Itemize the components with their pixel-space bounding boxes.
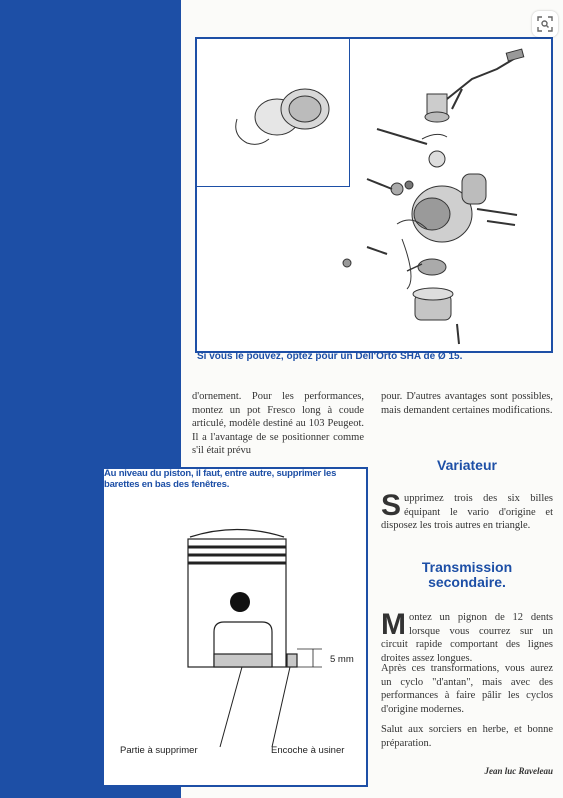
scan-glyph (537, 16, 553, 32)
dimension-label: 5 mm (330, 654, 354, 665)
article-text-col1: d'ornement. Pour les performances, montez un pot Fresco long à coude articulé, modèle destiné au 103 Peugeot. Il a l'avantage de se positionner comme s'il était prévu (192, 391, 364, 456)
author-signature: Jean luc Raveleau (484, 766, 553, 776)
dropcap: S (381, 489, 402, 522)
variateur-text: upprimez trois des six billes équipant le vario d'origine et disposez les trois autres en triangle. (381, 493, 553, 531)
transmission-heading (381, 560, 553, 590)
carburetor-drawing (197, 39, 553, 353)
zoom-scan-icon[interactable] (532, 11, 558, 37)
variateur-paragraph (381, 489, 553, 533)
transmission-heading-line2: secondaire. (428, 574, 506, 590)
transmission-paragraph-2: Après ces transformations, vous aurez un cyclo "d'antan", mais avec des performances à faire pâlir les cyclos d'origine modernes. (381, 663, 553, 715)
piston-drawing (102, 467, 368, 787)
dropcap: M (381, 608, 406, 641)
figure-caption: Si vous le pouvez, optez pour un Dell'Orto SHA de Ø 15. (197, 351, 463, 362)
variateur-heading: Variateur (437, 457, 497, 473)
closing-paragraph: Salut aux sorciers en herbe, et bonne préparation. (381, 724, 553, 749)
article-text-col2: pour. D'autres avantages sont possibles, mais demandent certaines modifications. (381, 391, 553, 416)
transmission-text: ontez un pignon de 12 dents lorsque vous courrez sur un circuit rapide comportant des lignes droites assez longues. (381, 612, 553, 664)
carburetor-figure (195, 37, 553, 353)
transmission-paragraph (381, 608, 553, 665)
label-encoche-a-usiner: Encoche à usiner (271, 745, 345, 756)
piston-caption: Au niveau du piston, il faut, entre autre, supprimer les barettes en bas des fenêtres. (104, 468, 337, 490)
label-partie-a-supprimer: Partie à supprimer (120, 745, 198, 756)
transmission-heading-line1: Transmission (421, 559, 513, 575)
